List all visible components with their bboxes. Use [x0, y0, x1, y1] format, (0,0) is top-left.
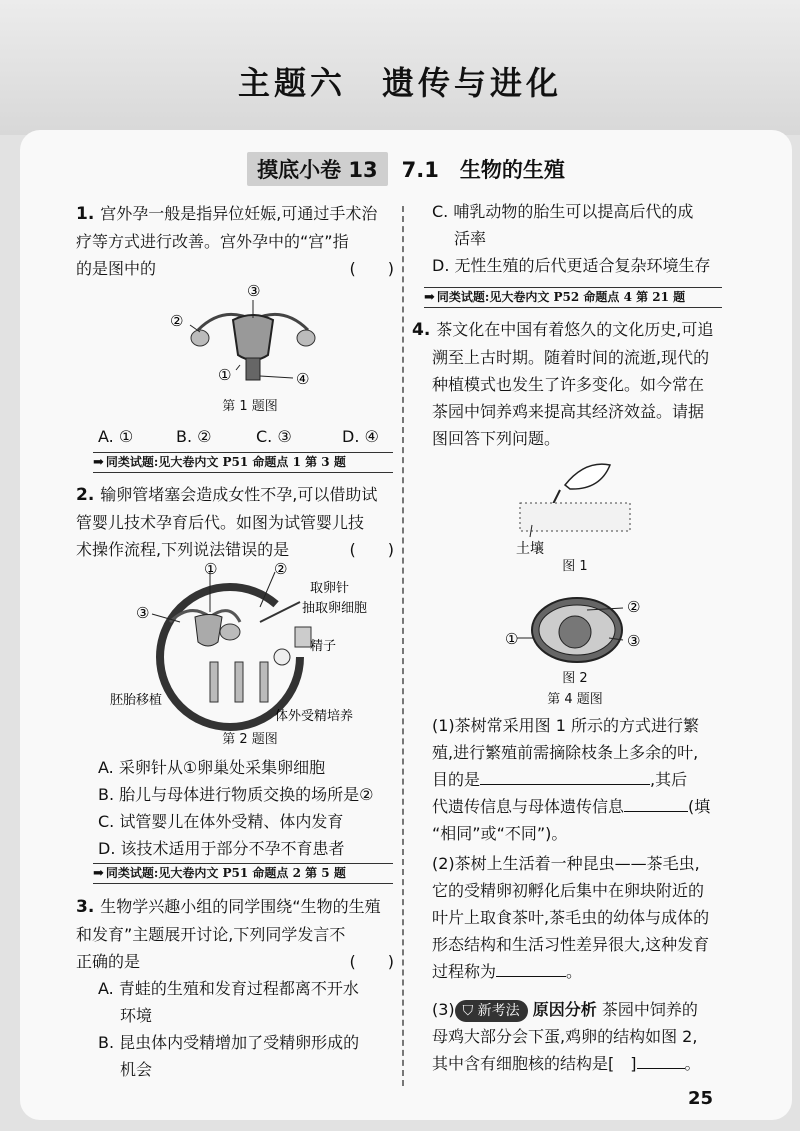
q4-text-line: 种植模式也发生了许多变化。如今常在: [432, 375, 705, 394]
q3-answer-paren: ( ): [349, 952, 394, 971]
q4-sub3-line: 母鸡大部分会下蛋,鸡卵的结构如图 2,: [432, 1027, 698, 1046]
q4-sub2-blank[interactable]: [496, 976, 566, 977]
q1-label-4: ④: [296, 370, 310, 388]
q2-similar-ref: ➡ 同类试题:见大卷内文 P51 命题点 2 第 5 题: [93, 863, 393, 884]
q1-option-d[interactable]: D. ④: [342, 427, 379, 446]
column-divider: [402, 206, 404, 1086]
q4-text-line: 茶文化在中国有着悠久的文化历史,可追: [436, 320, 714, 339]
q3-text-line: 正确的是: [76, 952, 141, 971]
q2-label-grab: 抽取卵细胞: [302, 601, 368, 616]
q4-sub1-line: ,其后: [650, 770, 688, 789]
q4-sub2-line: (2)茶树上生活着一种昆虫——茶毛虫,: [432, 854, 700, 873]
q4-sub3: [432, 996, 732, 1077]
q3-number: 3.: [76, 897, 95, 917]
question-3: [76, 893, 394, 975]
egg-diagram: [505, 590, 655, 670]
q4-sub2-line: 叶片上取食茶叶,茶毛虫的幼体与成体的: [432, 908, 710, 927]
q4-sub1-line: 殖,进行繁殖前需摘除枝条上多余的叶,: [432, 743, 699, 762]
q4-sub1-blank-2[interactable]: [624, 811, 688, 812]
q4-sub3-line: 其中含有细胞核的结构是[ ]: [432, 1054, 637, 1073]
fig2-label-3: ③: [627, 632, 641, 650]
q1-answer-paren: ( ): [349, 259, 394, 278]
q4-sub2-line: 形态结构和生活习性差异很大,这种发育: [432, 935, 710, 954]
q3-option-c-cont: 活率: [454, 229, 487, 248]
q1-caption: 第 1 题图: [222, 399, 278, 414]
q2-option-d[interactable]: D. 该技术适用于部分不孕不育患者: [98, 839, 345, 858]
q2-text-line: 管婴儿技术孕育后代。如图为试管婴儿技: [76, 513, 365, 532]
q4-sub3-topic: 原因分析: [532, 1000, 597, 1019]
q3-option-c[interactable]: C. 哺乳动物的胎生可以提高后代的成: [432, 202, 694, 221]
q1-option-b[interactable]: B. ②: [176, 427, 212, 446]
q2-option-a[interactable]: A. 采卵针从①卵巢处采集卵细胞: [98, 758, 326, 777]
q4-text-line: 溯至上古时期。随着时间的流逝,现代的: [432, 348, 710, 367]
q2-answer-paren: ( ): [349, 540, 394, 559]
soil-label: 土壤: [516, 541, 544, 557]
badge-label: 新考法: [477, 1003, 520, 1019]
q2-number: 2.: [76, 485, 95, 505]
question-2: [76, 481, 394, 563]
q4-sub1-line: (1)茶树常采用图 1 所示的方式进行繁: [432, 716, 700, 735]
q2-options: [98, 754, 398, 862]
q3-similar-text: 同类试题:见大卷内文 P52 命题点 4 第 21 题: [436, 290, 686, 304]
q4-text-line: 茶园中饲养鸡来提高其经济效益。请据: [432, 402, 705, 421]
q1-label-2: ②: [170, 312, 184, 330]
q2-caption: 第 2 题图: [222, 732, 278, 747]
q4-sub2-line: 。: [566, 962, 583, 981]
q4-sub3-line: 。: [684, 1054, 701, 1073]
sheet-tag: 摸底小卷 13: [247, 152, 388, 186]
q1-number: 1.: [76, 204, 95, 224]
q2-option-b[interactable]: B. 胎儿与母体进行物质交换的场所是②: [98, 785, 374, 804]
fig2-caption: 图 2: [562, 671, 588, 686]
q2-label-3: ③: [136, 604, 150, 622]
q1-label-3: ③: [247, 282, 261, 300]
q2-label-1: ①: [204, 562, 218, 578]
q3-text-line: 生物学兴趣小组的同学围绕“生物的生殖: [100, 897, 381, 916]
page-number: 25: [688, 1088, 714, 1109]
uterus-diagram: [168, 280, 338, 390]
q2-label-culture: 体外受精培养: [275, 709, 354, 724]
q3-option-d[interactable]: D. 无性生殖的后代更适合复杂环境生存: [432, 256, 711, 275]
q4-sub1: [432, 712, 732, 847]
q1-option-a[interactable]: A. ①: [98, 427, 134, 446]
q1-similar-text: 同类试题:见大卷内文 P51 命题点 1 第 3 题: [105, 455, 346, 469]
q3-options-right: [432, 198, 732, 279]
sheet-title: 7.1 生物的生殖: [401, 158, 565, 182]
q4-sub2: [432, 850, 732, 985]
ivf-diagram: [110, 562, 400, 737]
shield-icon: ⛉: [462, 1003, 474, 1019]
q2-text-line: 输卵管堵塞会造成女性不孕,可以借助试: [100, 485, 378, 504]
page-title: 主题六 遗传与进化: [237, 64, 562, 102]
q2-option-c[interactable]: C. 试管婴儿在体外受精、体内发育: [98, 812, 344, 831]
q3-option-a[interactable]: A. 青蛙的生殖和发育过程都离不开水: [98, 979, 359, 998]
fig1-caption: 图 1: [562, 559, 588, 574]
q2-label-needle: 取卵针: [310, 581, 350, 596]
q1-similar-ref: ➡ 同类试题:见大卷内文 P51 命题点 1 第 3 题: [93, 452, 393, 473]
question-4: [412, 316, 730, 452]
q4-number: 4.: [412, 320, 431, 340]
q2-label-sperm: 精子: [310, 639, 337, 654]
fig2-label-2: ②: [627, 598, 641, 616]
q1-text-line: 的是图中的: [76, 259, 157, 278]
q4-sub2-line: 它的受精卵初孵化后集中在卵块附近的: [432, 881, 705, 900]
q3-similar-ref: ➡ 同类试题:见大卷内文 P52 命题点 4 第 21 题: [424, 287, 722, 308]
q4-sub3-line: 茶园中饲养的: [601, 1000, 698, 1019]
q2-text-line: 术操作流程,下列说法错误的是: [76, 540, 290, 559]
q3-option-a-cont: 环境: [120, 1006, 153, 1025]
q2-label-embryo: 胚胎移植: [110, 693, 163, 708]
q1-label-1: ①: [218, 366, 232, 384]
q3-option-b-cont: 机会: [120, 1060, 153, 1079]
q1-text-line: 宫外孕一般是指异位妊娠,可通过手术治: [100, 204, 378, 223]
q4-sub1-line: (填: [688, 797, 711, 816]
q1-text-line: 疗等方式进行改善。宫外孕中的“宫”指: [76, 232, 349, 251]
q4-caption: 第 4 题图: [547, 692, 603, 707]
q3-text-line: 和发育”主题展开讨论,下列同学发言不: [76, 925, 346, 944]
new-method-badge: [455, 1000, 528, 1022]
q4-sub3-prefix: (3): [432, 1000, 455, 1019]
q4-sub1-line: “相同”或“不同”)。: [432, 824, 568, 843]
q4-sub1-blank-1[interactable]: [480, 784, 650, 785]
q1-option-c[interactable]: C. ③: [256, 427, 292, 446]
q4-sub3-blank[interactable]: [637, 1068, 685, 1069]
q2-similar-text: 同类试题:见大卷内文 P51 命题点 2 第 5 题: [105, 866, 346, 880]
q4-sub2-line: 过程称为: [432, 962, 497, 981]
q4-text-line: 图回答下列问题。: [432, 429, 561, 448]
q4-sub1-line: 代遗传信息与母体遗传信息: [432, 797, 625, 816]
q3-options-left: [98, 975, 396, 1083]
q4-sub1-line: 目的是: [432, 770, 481, 789]
sheet-heading: [20, 152, 792, 186]
q3-option-b[interactable]: B. 昆虫体内受精增加了受精卵形成的: [98, 1033, 360, 1052]
q2-label-2: ②: [274, 562, 288, 578]
question-1: [76, 200, 394, 282]
fig2-label-1: ①: [505, 630, 519, 648]
